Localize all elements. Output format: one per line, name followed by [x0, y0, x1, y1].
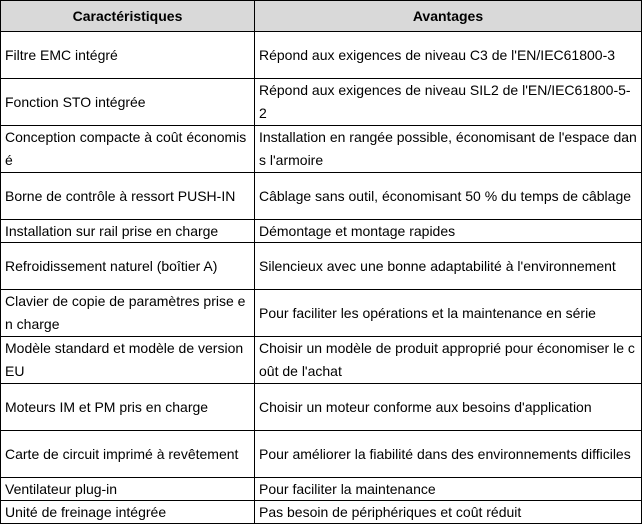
advantage-cell: Démontage et montage rapides — [255, 220, 642, 243]
table-row — [1, 32, 642, 79]
feature-cell: Carte de circuit imprimé à revêtement — [1, 431, 255, 478]
features-header: Caractéristiques — [1, 1, 255, 32]
advantage-cell: Pour améliorer la fiabilité dans des environnements difficiles — [255, 431, 642, 478]
feature-cell: Modèle standard et modèle de version EU — [1, 337, 255, 384]
feature-cell: Ventilateur plug-in — [1, 478, 255, 501]
advantage-cell: Répond aux exigences de niveau SIL2 de l'EN/IEC61800-5-2 — [255, 79, 642, 126]
advantage-cell: Câblage sans outil, économisant 50 % du temps de câblage — [255, 173, 642, 220]
feature-cell: Unité de freinage intégrée — [1, 501, 255, 524]
advantages-header: Avantages — [255, 1, 642, 32]
table-row — [1, 337, 642, 384]
advantage-cell: Installation en rangée possible, économisant de l'espace dans l'armoire — [255, 126, 642, 173]
feature-cell: Moteurs IM et PM pris en charge — [1, 384, 255, 431]
table-row — [1, 478, 642, 501]
table-row — [1, 431, 642, 478]
table-row — [1, 220, 642, 243]
advantage-cell: Pour faciliter la maintenance — [255, 478, 642, 501]
table-row — [1, 384, 642, 431]
table-row — [1, 243, 642, 290]
feature-cell: Borne de contrôle à ressort PUSH-IN — [1, 173, 255, 220]
feature-cell: Clavier de copie de paramètres prise en charge — [1, 290, 255, 337]
header-row — [1, 1, 642, 32]
advantage-cell: Répond aux exigences de niveau C3 de l'EN/IEC61800-3 — [255, 32, 642, 79]
feature-cell: Fonction STO intégrée — [1, 79, 255, 126]
advantage-cell: Pour faciliter les opérations et la maintenance en série — [255, 290, 642, 337]
table-row — [1, 173, 642, 220]
table-row — [1, 501, 642, 524]
feature-cell: Conception compacte à coût économisé — [1, 126, 255, 173]
table-row — [1, 126, 642, 173]
table-row — [1, 290, 642, 337]
advantage-cell: Choisir un modèle de produit approprié pour économiser le coût de l'achat — [255, 337, 642, 384]
advantage-cell: Choisir un moteur conforme aux besoins d'application — [255, 384, 642, 431]
table-row — [1, 79, 642, 126]
advantage-cell: Silencieux avec une bonne adaptabilité à l'environnement — [255, 243, 642, 290]
advantage-cell: Pas besoin de périphériques et coût réduit — [255, 501, 642, 524]
feature-cell: Refroidissement naturel (boîtier A) — [1, 243, 255, 290]
feature-cell: Filtre EMC intégré — [1, 32, 255, 79]
feature-cell: Installation sur rail prise en charge — [1, 220, 255, 243]
